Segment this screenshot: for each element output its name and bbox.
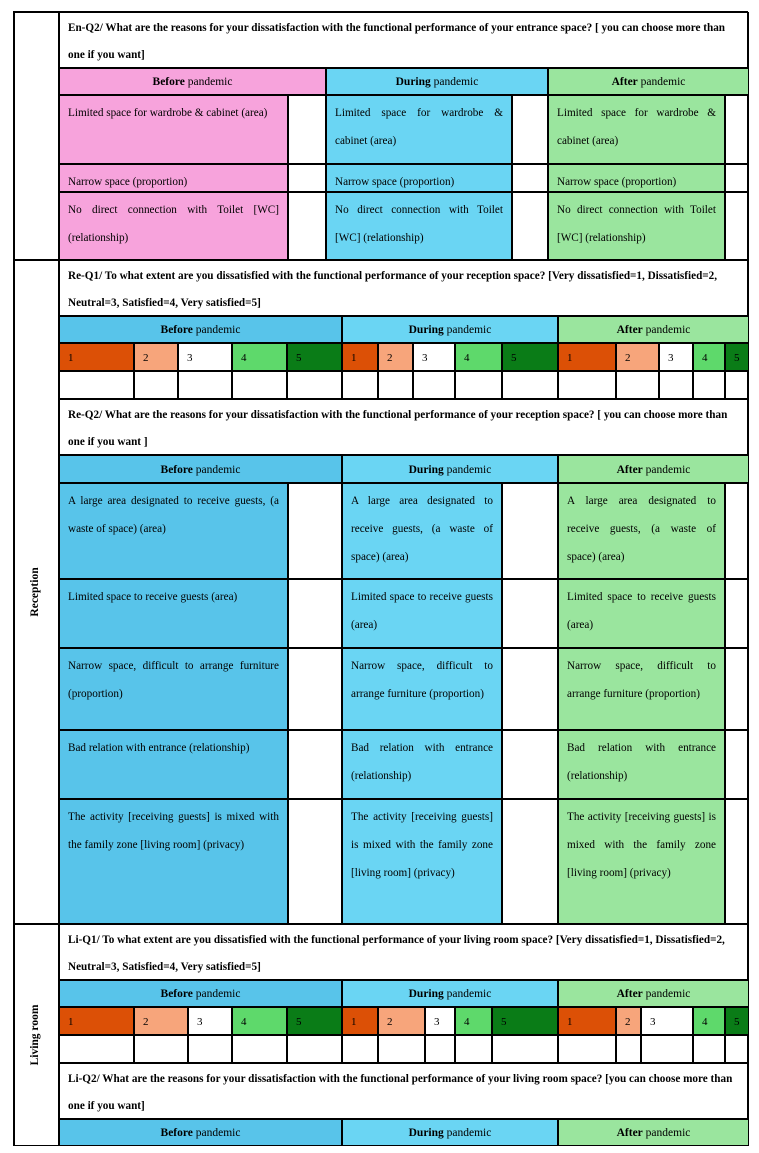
living-answer-cell [425,1035,455,1063]
reception-answer-cell [232,371,287,399]
reception-before-reason: Limited space to receive guests (area) [59,579,288,648]
period-header-after [548,68,749,95]
period-suffix: pandemic [192,1127,241,1139]
reception-answer-cell [616,371,659,399]
period-header-after [558,980,749,1007]
living-answer-cell [616,1035,641,1063]
reception-scale-2-5: 5 [725,343,749,371]
living-scale-1-1: 1 [342,1007,378,1035]
reception-scale-0-2: 2 [134,343,178,371]
living-answer-cell [59,1035,134,1063]
period-header-before [59,455,342,483]
period-header-before [59,980,342,1007]
reception-during-reason: Limited space to receive guests (area) [342,579,502,648]
period-header-after [558,1119,749,1146]
living-answer-cell [378,1035,425,1063]
living-answer-cell [232,1035,287,1063]
reception-after-checkbox [725,579,749,648]
entrance-before-reason: Narrow space (proportion) [59,164,288,192]
period-header-during [342,455,558,483]
period-header-during [342,316,558,343]
entrance-after-checkbox [725,164,749,192]
living-scale-1-2: 2 [378,1007,425,1035]
living-answer-cell [558,1035,616,1063]
reception-after-checkbox [725,799,749,924]
period-header-during [326,68,548,95]
living-answer-cell [492,1035,558,1063]
reception-scale-0-1: 1 [59,343,134,371]
reception-during-reason: The activity [receiving guests] is mixed with the family zone [living room] (privacy) [342,799,502,924]
period-name: During [408,988,444,1000]
entrance-during-checkbox [512,192,548,260]
reception-scale-0-3: 3 [178,343,232,371]
period-suffix: pandemic [642,464,691,476]
living-scale-1-3: 3 [425,1007,455,1035]
reception-answer-cell [455,371,502,399]
section-label-reception: Reception [29,567,41,617]
period-header-during [342,980,558,1007]
living-scale-0-5: 5 [287,1007,342,1035]
reception-after-reason: The activity [receiving guests] is mixed with the family zone [living room] (privacy) [558,799,725,924]
reception-during-checkbox [502,483,558,579]
living-answer-cell [641,1035,693,1063]
reception-before-reason: Bad relation with entrance (relationship) [59,730,288,799]
entrance-before-checkbox [288,192,326,260]
reception-answer-cell [693,371,725,399]
living-scale-1-5: 5 [492,1007,558,1035]
entrance-after-reason: Narrow space (proportion) [548,164,725,192]
period-name: During [408,464,444,476]
reception-before-checkbox [288,648,342,730]
reception-after-checkbox [725,730,749,799]
entrance-after-reason: Limited space for wardrobe & cabinet (area) [548,95,725,164]
reception-before-checkbox [288,579,342,648]
reception-scale-1-5: 5 [502,343,558,371]
reception-question-2: Re-Q2/ What are the reasons for your dissatisfaction with the functional performance of your reception space? [ you can choose more than one if you want ] [59,399,749,455]
living-scale-1-4: 4 [455,1007,492,1035]
living-answer-cell [693,1035,725,1063]
living-question-1: Li-Q1/ To what extent are you dissatisfied with the functional performance of your living room space? [Very dissatisfied=1, Dissatisfied=2, Neutral=3, Satisfied=4, Very satisfied=5] [59,924,749,980]
period-header-after [558,316,749,343]
reception-scale-1-1: 1 [342,343,378,371]
reception-before-reason: Narrow space, difficult to arrange furniture (proportion) [59,648,288,730]
period-header-before [59,1119,342,1146]
reception-before-checkbox [288,799,342,924]
reception-scale-0-4: 4 [232,343,287,371]
period-name: During [408,1127,444,1139]
reception-before-reason: The activity [receiving guests] is mixed with the family zone [living room] (privacy) [59,799,288,924]
period-suffix: pandemic [642,1127,691,1139]
reception-before-reason: A large area designated to receive guests, (a waste of space) (area) [59,483,288,579]
entrance-after-checkbox [725,192,749,260]
living-answer-cell [287,1035,342,1063]
reception-answer-cell [378,371,413,399]
period-suffix: pandemic [430,76,479,88]
period-name: After [616,1127,643,1139]
period-suffix: pandemic [443,1127,492,1139]
period-name: During [408,324,444,336]
entrance-during-checkbox [512,95,548,164]
period-name: After [616,324,643,336]
period-header-before [59,68,326,95]
reception-after-reason: A large area designated to receive guests, (a waste of space) (area) [558,483,725,579]
period-suffix: pandemic [443,464,492,476]
reception-during-checkbox [502,648,558,730]
section-label-cell-entrance [14,12,59,260]
reception-answer-cell [725,371,749,399]
living-answer-cell [342,1035,378,1063]
reception-scale-2-4: 4 [693,343,725,371]
reception-scale-1-3: 3 [413,343,455,371]
entrance-before-checkbox [288,95,326,164]
entrance-before-reason: No direct connection with Toilet [WC] (relationship) [59,192,288,260]
period-name: After [616,988,643,1000]
living-scale-0-2: 2 [134,1007,188,1035]
entrance-before-checkbox [288,164,326,192]
period-suffix: pandemic [637,76,686,88]
reception-answer-cell [134,371,178,399]
entrance-after-reason: No direct connection with Toilet [WC] (relationship) [548,192,725,260]
living-scale-2-2: 2 [616,1007,641,1035]
living-scale-2-1: 1 [558,1007,616,1035]
reception-after-reason: Bad relation with entrance (relationship) [558,730,725,799]
entrance-question: En-Q2/ What are the reasons for your dissatisfaction with the functional performance of your entrance space? [ you can choose more than one if you want] [59,12,749,68]
period-name: Before [160,324,193,336]
reception-answer-cell [287,371,342,399]
period-header-after [558,455,749,483]
reception-scale-1-4: 4 [455,343,502,371]
living-answer-cell [134,1035,188,1063]
reception-answer-cell [558,371,616,399]
entrance-before-reason: Limited space for wardrobe & cabinet (area) [59,95,288,164]
period-name: Before [160,464,193,476]
period-suffix: pandemic [192,988,241,1000]
period-suffix: pandemic [443,988,492,1000]
living-answer-cell [188,1035,232,1063]
reception-during-reason: Bad relation with entrance (relationship) [342,730,502,799]
reception-after-checkbox [725,648,749,730]
period-suffix: pandemic [642,988,691,1000]
reception-during-reason: Narrow space, difficult to arrange furniture (proportion) [342,648,502,730]
reception-answer-cell [178,371,232,399]
reception-answer-cell [659,371,693,399]
period-header-before [59,316,342,343]
period-suffix: pandemic [443,324,492,336]
period-name: Before [152,76,185,88]
reception-scale-1-2: 2 [378,343,413,371]
living-scale-2-5: 5 [725,1007,749,1035]
period-name: After [611,76,638,88]
living-scale-0-1: 1 [59,1007,134,1035]
reception-during-checkbox [502,799,558,924]
reception-after-reason: Limited space to receive guests (area) [558,579,725,648]
period-name: Before [160,988,193,1000]
entrance-during-reason: Limited space for wardrobe & cabinet (area) [326,95,512,164]
entrance-after-checkbox [725,95,749,164]
living-answer-cell [455,1035,492,1063]
reception-before-checkbox [288,730,342,799]
period-suffix: pandemic [642,324,691,336]
living-scale-2-3: 3 [641,1007,693,1035]
reception-after-checkbox [725,483,749,579]
period-suffix: pandemic [192,324,241,336]
entrance-during-checkbox [512,164,548,192]
reception-after-reason: Narrow space, difficult to arrange furniture (proportion) [558,648,725,730]
questionnaire-table [13,11,748,1146]
living-answer-cell [725,1035,749,1063]
reception-during-checkbox [502,730,558,799]
entrance-during-reason: No direct connection with Toilet [WC] (relationship) [326,192,512,260]
reception-during-reason: A large area designated to receive guests, (a waste of space) (area) [342,483,502,579]
period-name: After [616,464,643,476]
reception-scale-0-5: 5 [287,343,342,371]
period-suffix: pandemic [192,464,241,476]
entrance-during-reason: Narrow space (proportion) [326,164,512,192]
reception-answer-cell [59,371,134,399]
section-label-living: Living room [29,1004,41,1066]
period-name: Before [160,1127,193,1139]
reception-scale-2-2: 2 [616,343,659,371]
reception-scale-2-1: 1 [558,343,616,371]
living-scale-0-4: 4 [232,1007,287,1035]
living-scale-0-3: 3 [188,1007,232,1035]
living-scale-2-4: 4 [693,1007,725,1035]
reception-answer-cell [502,371,558,399]
reception-during-checkbox [502,579,558,648]
period-name: During [395,76,431,88]
period-suffix: pandemic [184,76,233,88]
reception-scale-2-3: 3 [659,343,693,371]
reception-answer-cell [342,371,378,399]
living-question-2: Li-Q2/ What are the reasons for your dissatisfaction with the functional performance of your living room space? [you can choose more than one if you want] [59,1063,749,1119]
reception-answer-cell [413,371,455,399]
period-header-during [342,1119,558,1146]
reception-question-1: Re-Q1/ To what extent are you dissatisfied with the functional performance of your reception space? [Very dissatisfied=1, Dissatisfied=2, Neutral=3, Satisfied=4, Very satisfied=5] [59,260,749,316]
reception-before-checkbox [288,483,342,579]
